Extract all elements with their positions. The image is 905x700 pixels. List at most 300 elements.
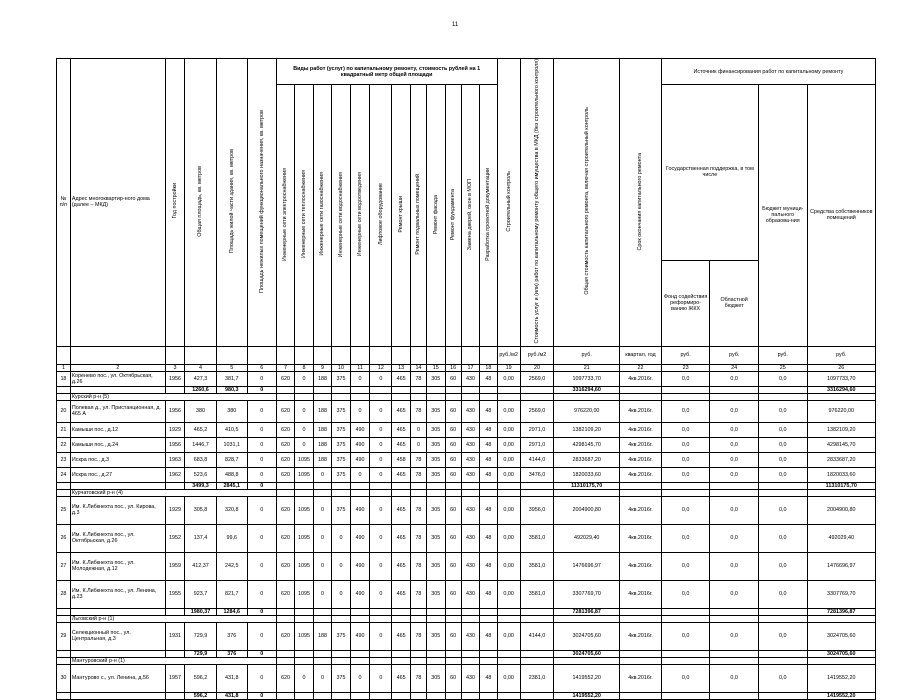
table-cell: 3476,0 — [520, 467, 554, 482]
table-cell — [332, 489, 351, 496]
table-cell: 4кв.2016г. — [620, 496, 662, 524]
table-cell: 620 — [276, 437, 295, 452]
table-cell: 137,4 — [185, 524, 216, 552]
table-cell — [313, 393, 332, 400]
column-number: 16 — [445, 364, 461, 371]
table-cell: 0,0 — [758, 524, 807, 552]
table-cell — [710, 482, 759, 489]
column-number: 4 — [185, 364, 216, 371]
subtotal-area-living: 1284,6 — [216, 608, 247, 615]
table-cell: 29 — [57, 622, 71, 650]
table-cell: 3581,0 — [520, 580, 554, 608]
table-cell: 60 — [445, 622, 461, 650]
table-cell — [313, 657, 332, 664]
table-cell: 48 — [480, 524, 497, 552]
header-cost-per-m2: Стоимость услуг и (или) работ по капитальному ремонту общего имущества в МКД (без строительного контроля) — [520, 59, 554, 347]
table-cell: 23 — [57, 452, 71, 467]
table-cell — [392, 489, 411, 496]
table-cell: 1956 — [165, 400, 185, 422]
table-cell: 1929 — [165, 496, 185, 524]
table-cell: 60 — [445, 437, 461, 452]
table-cell: 1957 — [165, 664, 185, 692]
table-row — [57, 400, 876, 422]
table-cell — [480, 650, 497, 657]
table-cell: 490 — [350, 622, 370, 650]
table-cell — [710, 386, 759, 393]
table-cell — [410, 489, 426, 496]
table-cell — [520, 692, 554, 699]
table-cell — [313, 615, 332, 622]
table-cell — [313, 386, 332, 393]
table-cell: 490 — [350, 496, 370, 524]
header-total-cost: Общая стоимость капитального ремонта, включая строительный контроль — [554, 59, 620, 347]
table-cell: 490 — [350, 580, 370, 608]
table-cell: 1095 — [295, 622, 314, 650]
table-cell: 431,8 — [216, 664, 247, 692]
table-cell — [480, 386, 497, 393]
table-cell: 620 — [276, 496, 295, 524]
subtotal-row — [57, 692, 876, 699]
table-cell — [276, 393, 295, 400]
column-number: 3 — [165, 364, 185, 371]
column-number: 5 — [216, 364, 247, 371]
table-cell: 0 — [370, 622, 392, 650]
table-cell — [445, 608, 461, 615]
header-work-basement: Ремонт подвальных помещений — [410, 85, 426, 347]
table-cell: 78 — [410, 524, 426, 552]
district-name: Мантуровский р-н (1) — [70, 657, 276, 664]
table-cell: 490 — [350, 422, 370, 437]
table-cell: 0,0 — [661, 422, 710, 437]
table-cell: 21 — [57, 422, 71, 437]
table-cell: 4144,0 — [520, 452, 554, 467]
table-cell: 3024705,60 — [807, 622, 875, 650]
unit-c20: руб./м2 — [520, 346, 554, 364]
table-cell: 375 — [332, 622, 351, 650]
table-cell: 488,8 — [216, 467, 247, 482]
table-cell: 430 — [461, 437, 480, 452]
table-cell: 0 — [332, 580, 351, 608]
table-cell: 305 — [427, 552, 446, 580]
table-cell: 0,00 — [497, 524, 520, 552]
table-cell: 78 — [410, 580, 426, 608]
table-row — [57, 524, 876, 552]
table-cell: 305 — [427, 400, 446, 422]
table-cell — [165, 386, 185, 393]
table-cell: 465 — [392, 580, 411, 608]
table-row — [57, 452, 876, 467]
table-cell — [57, 386, 71, 393]
table-cell — [70, 386, 165, 393]
subtotal-area-living: 431,8 — [216, 692, 247, 699]
table-cell: 465 — [392, 524, 411, 552]
table-cell — [620, 386, 662, 393]
table-cell: 0,0 — [710, 664, 759, 692]
table-cell — [295, 650, 314, 657]
table-cell: 48 — [480, 580, 497, 608]
table-cell: 976220,00 — [807, 400, 875, 422]
table-cell: 320,8 — [216, 496, 247, 524]
table-cell: 0,0 — [710, 524, 759, 552]
subtotal-area-nonliving: 0 — [247, 692, 276, 699]
table-cell: 0 — [350, 467, 370, 482]
table-cell: 3307769,70 — [554, 580, 620, 608]
table-cell — [370, 393, 392, 400]
table-cell: 0,0 — [661, 580, 710, 608]
table-cell — [710, 608, 759, 615]
table-cell — [427, 608, 446, 615]
table-cell: 0,00 — [497, 371, 520, 386]
column-numbers-row — [57, 364, 876, 371]
table-cell — [370, 650, 392, 657]
column-number: 22 — [620, 364, 662, 371]
table-cell — [370, 692, 392, 699]
table-cell — [410, 692, 426, 699]
table-cell: 3956,0 — [520, 496, 554, 524]
header-address: Адрес многоквартир-ного дома (далее – МКД) — [70, 59, 165, 347]
subtotal-row — [57, 386, 876, 393]
table-cell — [350, 650, 370, 657]
table-cell: 4кв.2016г. — [620, 400, 662, 422]
table-cell — [461, 482, 480, 489]
table-cell — [497, 482, 520, 489]
table-cell: 0,0 — [710, 622, 759, 650]
table-cell: 620 — [276, 552, 295, 580]
table-cell: 188 — [313, 400, 332, 422]
header-num: № п/п — [57, 59, 71, 347]
column-number: 12 — [370, 364, 392, 371]
table-cell — [461, 393, 480, 400]
table-cell — [313, 692, 332, 699]
header-work-foundation: Ремонт фундамента — [445, 85, 461, 347]
table-cell — [392, 692, 411, 699]
table-cell — [758, 489, 807, 496]
table-cell — [661, 489, 710, 496]
header-work-water: Инженерные сети водоснабжения — [332, 85, 351, 347]
table-cell: 376 — [216, 622, 247, 650]
table-cell: 828,7 — [216, 452, 247, 467]
table-cell — [620, 482, 662, 489]
table-cell: 490 — [350, 524, 370, 552]
table-cell: 4кв.2016г. — [620, 524, 662, 552]
table-cell — [410, 657, 426, 664]
table-cell: 0,0 — [661, 437, 710, 452]
table-cell — [661, 608, 710, 615]
table-cell — [497, 489, 520, 496]
table-cell — [520, 482, 554, 489]
table-cell — [497, 615, 520, 622]
table-cell: 1952 — [165, 524, 185, 552]
table-cell: 430 — [461, 524, 480, 552]
table-cell: 0,0 — [710, 552, 759, 580]
capital-repair-register-table — [56, 58, 876, 700]
table-cell: 596,2 — [185, 664, 216, 692]
table-cell — [350, 489, 370, 496]
table-cell: 188 — [313, 371, 332, 386]
table-cell: 0 — [295, 371, 314, 386]
table-cell — [295, 489, 314, 496]
subtotal-total-cost: 3024705,60 — [554, 650, 620, 657]
table-cell — [350, 482, 370, 489]
address-cell: Селекционный пос., ул. Центральная, д.3 — [70, 622, 165, 650]
table-cell — [295, 657, 314, 664]
table-cell — [480, 608, 497, 615]
table-cell: 1476696,97 — [807, 552, 875, 580]
table-cell: 4144,0 — [520, 622, 554, 650]
address-cell: Кореневo пос., ул. Октябрьская, д.26 — [70, 371, 165, 386]
table-cell: 3307769,70 — [807, 580, 875, 608]
table-cell — [392, 657, 411, 664]
table-cell: 0 — [247, 622, 276, 650]
table-cell: 0,0 — [758, 580, 807, 608]
address-cell: Камыши пос., д.12 — [70, 422, 165, 437]
table-cell: 0 — [247, 664, 276, 692]
subtotal-total-cost: 1419552,20 — [554, 692, 620, 699]
table-cell: 620 — [276, 422, 295, 437]
district-name: Льговский р-н (1) — [70, 615, 276, 622]
table-cell — [410, 650, 426, 657]
table-cell: 0,0 — [661, 664, 710, 692]
table-cell — [165, 650, 185, 657]
table-cell: 1095 — [295, 452, 314, 467]
table-cell: 620 — [276, 371, 295, 386]
table-cell — [392, 386, 411, 393]
table-cell: 26 — [57, 524, 71, 552]
unit-c19: руб./м2 — [497, 346, 520, 364]
table-cell — [758, 482, 807, 489]
subtotal-owners: 3316294,60 — [807, 386, 875, 393]
table-cell: 620 — [276, 622, 295, 650]
table-cell: 60 — [445, 496, 461, 524]
table-cell: 78 — [410, 452, 426, 467]
table-cell: 2569,0 — [520, 400, 554, 422]
table-cell: 0 — [247, 452, 276, 467]
table-cell: 0,0 — [661, 400, 710, 422]
table-cell: 1820033,60 — [554, 467, 620, 482]
header-work-gas: Инженерные сети газоснабжения — [313, 85, 332, 347]
header-area-nonliving: Площадь нежилых помещений функционального назначения, кв. метров — [247, 59, 276, 347]
table-cell — [445, 650, 461, 657]
table-cell: 412,37 — [185, 552, 216, 580]
table-cell: 465 — [392, 422, 411, 437]
table-cell — [392, 650, 411, 657]
table-cell — [758, 692, 807, 699]
table-cell: 188 — [313, 452, 332, 467]
table-cell: 0,0 — [758, 496, 807, 524]
table-cell — [758, 608, 807, 615]
table-cell: 381,7 — [216, 371, 247, 386]
table-cell: 48 — [480, 452, 497, 467]
table-cell — [165, 608, 185, 615]
table-cell: 3024705,60 — [554, 622, 620, 650]
table-cell: 465,2 — [185, 422, 216, 437]
table-cell: 430 — [461, 422, 480, 437]
table-cell: 0 — [370, 400, 392, 422]
table-cell: 305 — [427, 467, 446, 482]
table-cell: 0,0 — [710, 496, 759, 524]
table-cell: 0 — [370, 496, 392, 524]
table-cell — [295, 393, 314, 400]
table-cell: 60 — [445, 371, 461, 386]
unit-c22: квартал, год — [620, 346, 662, 364]
table-cell — [165, 482, 185, 489]
table-cell: 4кв.2016г. — [620, 664, 662, 692]
table-cell — [392, 615, 411, 622]
table-cell: 620 — [276, 580, 295, 608]
table-cell — [661, 615, 710, 622]
subtotal-total-cost: 11310175,70 — [554, 482, 620, 489]
table-cell — [427, 386, 446, 393]
table-cell — [276, 692, 295, 699]
table-cell — [480, 482, 497, 489]
subtotal-area-total: 596,2 — [185, 692, 216, 699]
table-cell: 78 — [410, 664, 426, 692]
address-cell: Мантурово с., ул. Ленина, д.56 — [70, 664, 165, 692]
table-cell: 305 — [427, 664, 446, 692]
table-row — [57, 371, 876, 386]
subtotal-area-total: 1260,6 — [185, 386, 216, 393]
table-cell: 0,0 — [758, 552, 807, 580]
table-cell: 0 — [370, 467, 392, 482]
table-cell: 0,00 — [497, 622, 520, 650]
subtotal-row — [57, 650, 876, 657]
header-work-electric: Инженерные сети электроснабжения — [276, 85, 295, 347]
column-number: 21 — [554, 364, 620, 371]
address-cell: Камыши пос., д.24 — [70, 437, 165, 452]
subtotal-area-living: 2845,1 — [216, 482, 247, 489]
table-cell: 821,7 — [216, 580, 247, 608]
table-cell: 0,0 — [758, 467, 807, 482]
table-cell: 2833687,20 — [554, 452, 620, 467]
table-cell — [370, 615, 392, 622]
table-cell: 0 — [313, 552, 332, 580]
table-cell: 430 — [461, 400, 480, 422]
table-cell — [461, 650, 480, 657]
table-cell: 60 — [445, 524, 461, 552]
table-cell: 0,0 — [710, 437, 759, 452]
table-cell: 1820033,60 — [807, 467, 875, 482]
table-cell: 4кв.2016г. — [620, 622, 662, 650]
table-cell: 0,0 — [710, 580, 759, 608]
unit-c21: руб. — [554, 346, 620, 364]
table-cell: 99,6 — [216, 524, 247, 552]
table-cell — [350, 608, 370, 615]
table-cell: 48 — [480, 664, 497, 692]
table-cell — [710, 650, 759, 657]
table-cell: 0 — [313, 524, 332, 552]
table-cell — [427, 489, 446, 496]
header-area-living: Площадь жилой части здания, кв. метров — [216, 59, 247, 347]
table-cell: 380 — [216, 400, 247, 422]
table-cell: 188 — [313, 422, 332, 437]
table-cell: 0 — [370, 422, 392, 437]
column-number: 8 — [295, 364, 314, 371]
district-name: Курчатовский р-н (4) — [70, 489, 276, 496]
table-cell: 0,0 — [758, 437, 807, 452]
header-work-facade: Ремонт фасада — [427, 85, 446, 347]
table-cell: 523,6 — [185, 467, 216, 482]
table-cell: 1476696,97 — [554, 552, 620, 580]
table-cell: 683,8 — [185, 452, 216, 467]
table-cell: 48 — [480, 622, 497, 650]
table-cell — [295, 386, 314, 393]
table-cell — [57, 657, 71, 664]
table-cell — [497, 657, 520, 664]
table-cell: 0,0 — [661, 524, 710, 552]
table-cell — [57, 489, 71, 496]
table-cell: 305 — [427, 452, 446, 467]
unit-c23: руб. — [661, 346, 710, 364]
table-cell: 0 — [247, 467, 276, 482]
column-number: 19 — [497, 364, 520, 371]
subtotal-row — [57, 482, 876, 489]
units-row — [57, 346, 876, 364]
table-cell: 305 — [427, 371, 446, 386]
table-cell — [661, 650, 710, 657]
table-cell: 1097733,70 — [807, 371, 875, 386]
table-cell — [710, 692, 759, 699]
table-cell — [554, 615, 620, 622]
column-number: 9 — [313, 364, 332, 371]
table-cell — [370, 489, 392, 496]
table-cell: 60 — [445, 664, 461, 692]
table-cell: 18 — [57, 371, 71, 386]
table-cell — [710, 615, 759, 622]
subtotal-owners: 3024705,60 — [807, 650, 875, 657]
table-cell — [57, 482, 71, 489]
table-cell — [445, 657, 461, 664]
table-cell: 78 — [410, 400, 426, 422]
table-cell: 0 — [313, 580, 332, 608]
table-cell — [758, 657, 807, 664]
table-cell — [497, 692, 520, 699]
table-cell — [276, 489, 295, 496]
table-cell: 60 — [445, 467, 461, 482]
table-cell: 0,0 — [710, 422, 759, 437]
table-cell — [350, 657, 370, 664]
header-state-support: Государственная поддержка, в том числе — [661, 85, 758, 261]
table-cell — [554, 489, 620, 496]
table-cell: 458 — [392, 452, 411, 467]
table-cell — [520, 650, 554, 657]
table-cell — [710, 489, 759, 496]
table-cell — [497, 386, 520, 393]
table-cell: 0 — [295, 437, 314, 452]
table-cell: 305 — [427, 422, 446, 437]
table-row — [57, 580, 876, 608]
district-row — [57, 393, 876, 400]
table-cell — [620, 489, 662, 496]
table-cell — [392, 608, 411, 615]
table-cell: 4298145,70 — [554, 437, 620, 452]
table-cell — [461, 692, 480, 699]
table-cell: 0 — [247, 580, 276, 608]
table-cell: 490 — [350, 452, 370, 467]
table-cell: 375 — [332, 422, 351, 437]
table-cell: 0,0 — [661, 622, 710, 650]
table-row — [57, 437, 876, 452]
table-cell: 492029,40 — [554, 524, 620, 552]
subtotal-owners: 7281396,87 — [807, 608, 875, 615]
table-cell — [392, 482, 411, 489]
table-cell: 0,0 — [758, 664, 807, 692]
table-cell — [461, 615, 480, 622]
table-cell — [350, 393, 370, 400]
table-cell — [410, 386, 426, 393]
table-cell: 0,0 — [661, 371, 710, 386]
table-cell — [480, 615, 497, 622]
table-cell: 0 — [313, 496, 332, 524]
